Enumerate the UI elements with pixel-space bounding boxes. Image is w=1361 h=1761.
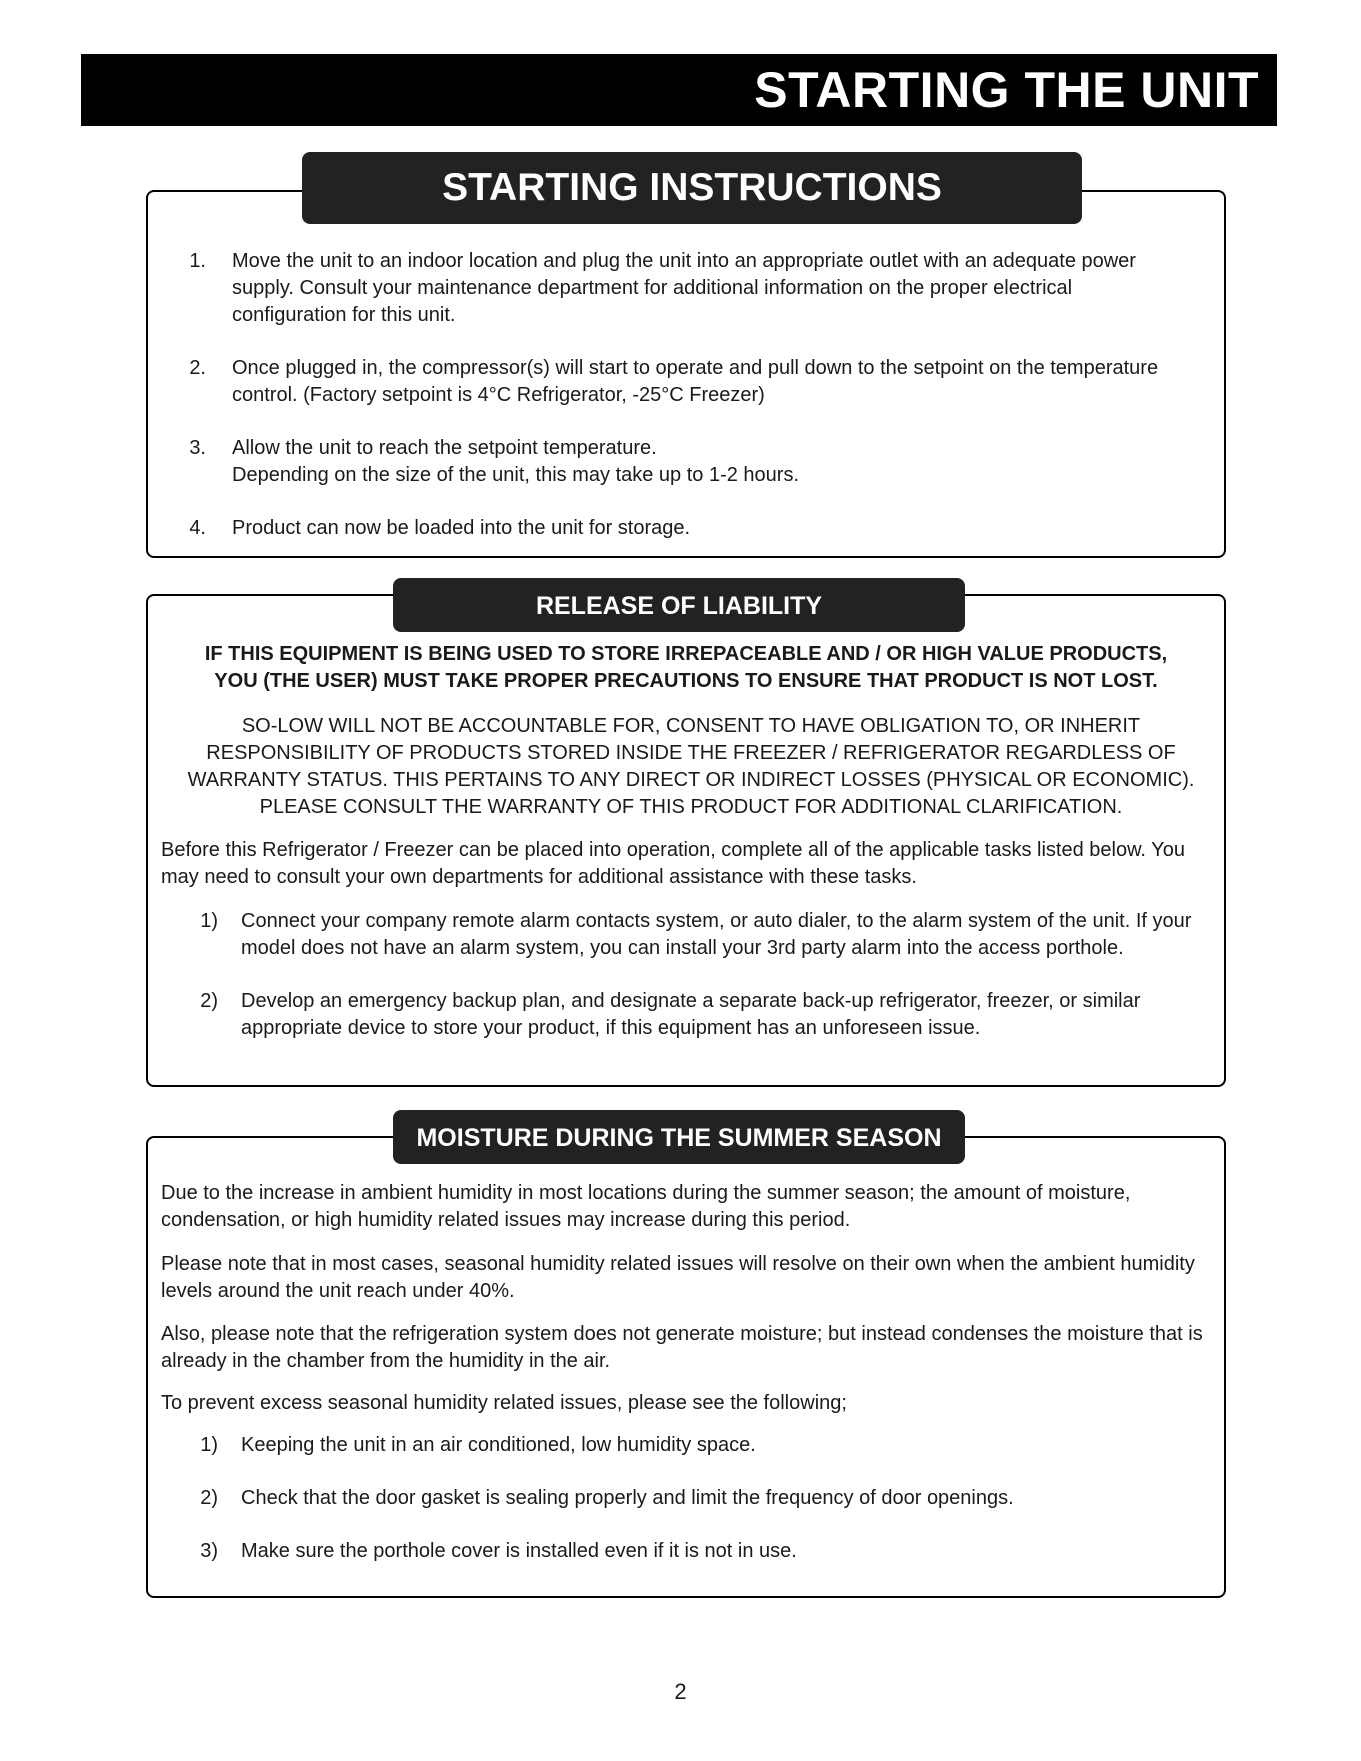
list-item-number: 2): [200, 990, 218, 1012]
list-item: [148, 355, 1224, 409]
list-item-text: Connect your company remote alarm contacts system, or auto dialer, to the alarm system of the unit. If your model does not have an alarm system, you can install your 3rd party alarm into the access porthole.: [241, 910, 1192, 959]
list-item-text: Product can now be loaded into the unit for storage.: [232, 517, 691, 539]
list-item-text: Move the unit to an indoor location and plug the unit into an appropriate outlet with an adequate power supply. Consult your maintenance department for additional information on the proper electrical configuration for this unit.: [232, 250, 1136, 326]
liability-disclaimer: [148, 713, 1234, 821]
page-number: 2: [674, 1679, 687, 1704]
list-item-number: 4.: [189, 517, 206, 539]
list-item: [148, 1538, 1224, 1565]
list-item-text: Keeping the unit in an air conditioned, low humidity space.: [241, 1434, 756, 1456]
release-of-liability-title: RELEASE OF LIABILITY: [393, 578, 965, 632]
list-item: [148, 435, 1224, 489]
list-item-text: Depending on the size of the unit, this may take up to 1-2 hours.: [232, 464, 800, 486]
list-item: [148, 248, 1224, 329]
moisture-section: [146, 1124, 1226, 1598]
disclaimer-line: SO-LOW WILL NOT BE ACCOUNTABLE FOR, CONSENT TO HAVE OBLIGATION TO, OR INHERIT: [241, 715, 1141, 737]
moisture-paragraph: To prevent excess seasonal humidity related issues, please see the following;: [161, 1392, 847, 1414]
release-of-liability-section: [146, 594, 1226, 1087]
warning-line: IF THIS EQUIPMENT IS BEING USED TO STORE IRREPACEABLE AND / OR HIGH VALUE PRODUCTS,: [204, 643, 1168, 665]
list-item-number: 3): [200, 1540, 218, 1562]
list-item-number: 2): [200, 1487, 218, 1509]
list-item-text: Once plugged in, the compressor(s) will start to operate and pull down to the setpoint on the temperature control. (Factory setpoint is 4°C Refrigerator, -25°C Freezer): [232, 357, 1159, 406]
list-item: [148, 515, 1224, 542]
list-item-number: 1): [200, 910, 218, 932]
liability-task-list: [148, 908, 1224, 1068]
list-item-number: 1.: [189, 250, 206, 272]
list-item-number: 3.: [189, 437, 206, 459]
starting-instructions-section: [146, 166, 1226, 558]
moisture-paragraph: Also, please note that the refrigeration system does not generate moisture; but instead condenses the moisture that is already in the chamber from the humidity in the air.: [161, 1323, 1203, 1372]
list-item-text: Develop an emergency backup plan, and designate a separate back-up refrigerator, freezer, or similar appropriate device to store your product, if this equipment has an unforeseen issue.: [241, 990, 1141, 1039]
liability-intro: Before this Refrigerator / Freezer can be placed into operation, complete all of the applicable tasks listed below. You may need to consult your own departments for additional assistance with these tasks.: [161, 839, 1185, 888]
warning-line: YOU (THE USER) MUST TAKE PROPER PRECAUTIONS TO ENSURE THAT PRODUCT IS NOT LOST.: [214, 670, 1158, 692]
page-header-bar: [81, 54, 1277, 126]
list-item-number: 1): [200, 1434, 218, 1456]
list-item-number: 2.: [189, 357, 206, 379]
moisture-title: MOISTURE DURING THE SUMMER SEASON: [393, 1110, 965, 1164]
list-item: [148, 988, 1224, 1042]
starting-instructions-list: [148, 248, 1224, 568]
list-item: [148, 1432, 1224, 1459]
moisture-paragraph: Please note that in most cases, seasonal humidity related issues will resolve on their own when the ambient humidity levels around the unit reach under 40%.: [161, 1253, 1195, 1302]
list-item-text: Check that the door gasket is sealing properly and limit the frequency of door openings.: [241, 1487, 1014, 1509]
list-item: [148, 908, 1224, 962]
list-item-text: Allow the unit to reach the setpoint temperature.: [232, 437, 657, 459]
disclaimer-line: RESPONSIBILITY OF PRODUCTS STORED INSIDE THE FREEZER / REFRIGERATOR REGARDLESS OF: [206, 742, 1176, 764]
list-item-text: Make sure the porthole cover is installed even if it is not in use.: [241, 1540, 797, 1562]
list-item: [148, 1485, 1224, 1512]
moisture-tips-list: [148, 1432, 1224, 1591]
moisture-paragraph: Due to the increase in ambient humidity in most locations during the summer season; the amount of moisture, condensation, or high humidity related issues may increase during this period.: [161, 1182, 1131, 1231]
liability-warning: [156, 641, 1216, 695]
disclaimer-line: WARRANTY STATUS. THIS PERTAINS TO ANY DIRECT OR INDIRECT LOSSES (PHYSICAL OR ECONOMIC).: [187, 769, 1195, 791]
disclaimer-line: PLEASE CONSULT THE WARRANTY OF THIS PRODUCT FOR ADDITIONAL CLARIFICATION.: [259, 796, 1123, 818]
starting-instructions-title: STARTING INSTRUCTIONS: [302, 152, 1082, 224]
page-title: STARTING THE UNIT: [754, 62, 1259, 118]
